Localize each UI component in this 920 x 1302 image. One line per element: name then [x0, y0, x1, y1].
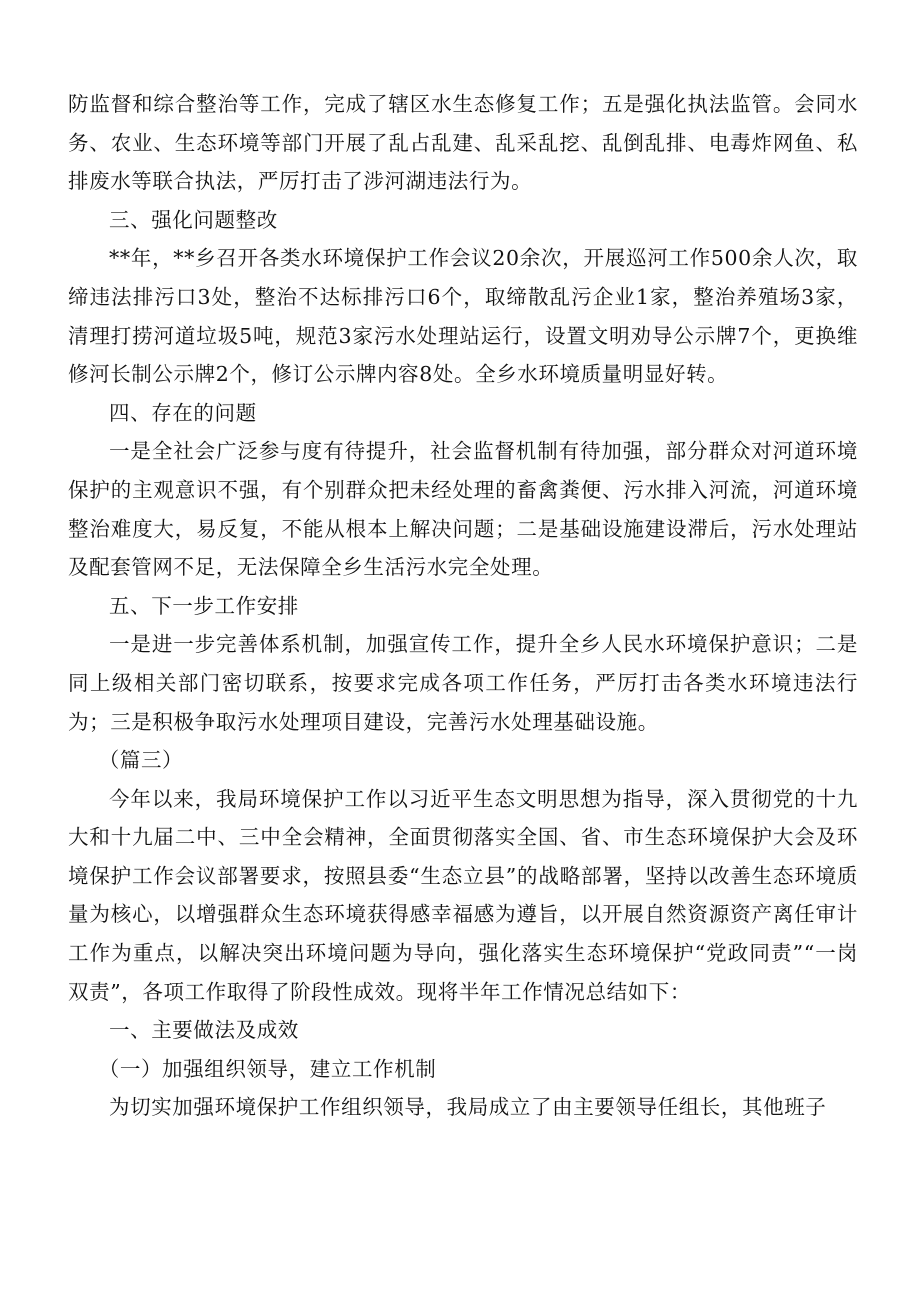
subheading-organization-leadership: （一）加强组织领导，建立工作机制 [98, 1056, 437, 1081]
heading-next-steps: 五、下一步工作安排 [109, 593, 299, 618]
heading-strengthen-rectification: 三、强化问题整改 [109, 207, 278, 232]
paragraph-continuation: 防监督和综合整治等工作，完成了辖区水生态修复工作；五是强化执法监管。会同水务、农业、生态环境等部门开展了乱占乱建、乱采乱挖、乱倒乱排、电毒炸网鱼、私排废水等联合执法，严厉打击了涉河湖违法行为。 [68, 92, 858, 194]
heading-existing-problems: 四、存在的问题 [109, 400, 257, 425]
heading-main-practices: 一、主要做法及成效 [109, 1018, 299, 1043]
section-title-part-three: （篇三） [98, 748, 184, 773]
document-body [68, 85, 858, 1127]
paragraph-organization-leadership: 为切实加强环境保护工作组织领导，我局成立了由主要领导任组长，其他班子 [109, 1095, 827, 1120]
paragraph-next-steps: 一是进一步完善体系机制，加强宣传工作，提升全乡人民水环境保护意识；二是同上级相关部门密切联系，按要求完成各项工作任务，严厉打击各类水环境违法行为；三是积极争取污水处理项目建设，完善污水处理基础设施。 [68, 632, 858, 734]
paragraph-rectification-results: **年，**乡召开各类水环境保护工作会议20余次，开展巡河工作500余人次，取缔违法排污口3处，整治不达标排污口6个，取缔散乱污企业1家，整治养殖场3家，清理打捞河道垃圾5吨，规范3家污水处理站运行，设置文明劝导公示牌7个，更换维修河长制公示牌2个，修订公示牌内容8处。全乡水环境质量明显好转。 [68, 246, 858, 387]
paragraph-problems: 一是全社会广泛参与度有待提升，社会监督机制有待加强，部分群众对河道环境保护的主观意识不强，有个别群众把未经处理的畜禽粪便、污水排入河流，河道环境整治难度大，易反复，不能从根本上解决问题；二是基础设施建设滞后，污水处理站及配套管网不足，无法保障全乡生活污水完全处理。 [68, 439, 858, 580]
paragraph-part-three-intro: 今年以来，我局环境保护工作以习近平生态文明思想为指导，深入贯彻党的十九大和十九届二中、三中全会精神，全面贯彻落实全国、省、市生态环境保护大会及环境保护工作会议部署要求，按照县委“生态立县”的战略部署，坚持以改善生态环境质量为核心，以增强群众生态环境获得感幸福感为遵旨，以开展自然资源资产离任审计工作为重点，以解决突出环境问题为导向，强化落实生态环境保护“党政同责”“一岗双责”，各项工作取得了阶段性成效。现将半年工作情况总结如下： [68, 786, 858, 1004]
